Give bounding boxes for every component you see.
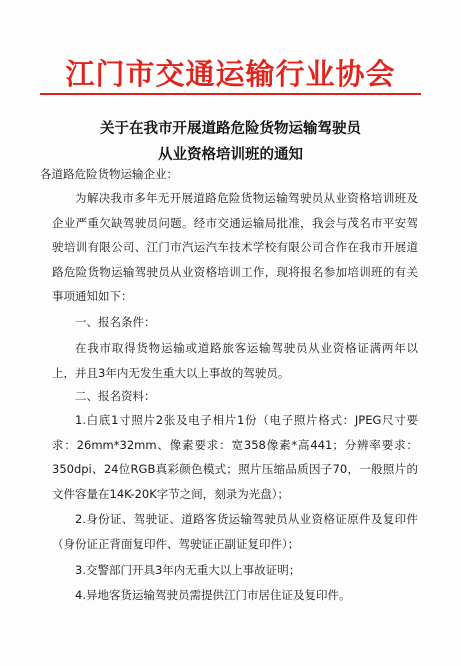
section-1 [52,310,418,335]
section-2 [52,384,418,409]
section-1-text: 在我市取得货物运输或道路旅客运输驾驶员从业资格证满两年以上，并且3年内无发生重大以上事故的驾驶员。 [52,341,418,380]
section-1-body [52,336,418,385]
salutation [40,162,420,187]
section-2-item-3 [52,558,418,583]
salutation-text: 各道路危险货物运输企业： [40,167,178,181]
list-item: 2.身份证、驾驶证、道路客货运输驾驶员从业资格证原件及复印件（身份证正背面复印件、驾驶证正副证复印件）； [52,512,418,551]
letterhead-divider [40,93,421,95]
letterhead-title: 江门市交通运输行业协会 [65,57,396,91]
section-2-item-1 [52,408,418,506]
intro-text: 为解决我市多年无开展道路危险货物运输驾驶员从业资格培训班及企业严重欠缺驾驶员问题。经市交通运输局批准，我会与茂名市平安驾驶培训有限公司、江门市汽运汽车技术学校有限公司合作在我市开展道路危险货物运输驾驶员从业资格培训工作，现将报名参加培训班的有关事项通知如下： [52,191,418,303]
section-2-heading: 二、报名资料： [75,389,156,403]
list-item: 4.异地客货运输驾驶员需提供江门市居住证及复印件。 [75,588,351,602]
intro-paragraph [52,186,418,309]
document-title-line-2: 从业资格培训班的通知 [158,147,303,163]
list-item: 3.交警部门开具3年内无重大以上事故证明； [75,563,301,577]
document-title-line-1: 关于在我市开展道路危险货物运输驾驶员 [100,121,361,137]
section-2-item-4 [52,583,418,608]
list-item: 1.白底1寸照片2张及电子相片1份（电子照片格式：JPEG尺寸要求：26mm*32mm、像素要求：宽358像素*高441；分辨率要求：350dpi、24位RGB真彩颜色模式；照片压缩品质因子70，一般照片的文件容量在14K-20K字节之间，刻录为光盘）； [52,413,418,501]
section-1-heading: 一、报名条件： [75,315,156,329]
section-2-item-2 [52,507,418,556]
